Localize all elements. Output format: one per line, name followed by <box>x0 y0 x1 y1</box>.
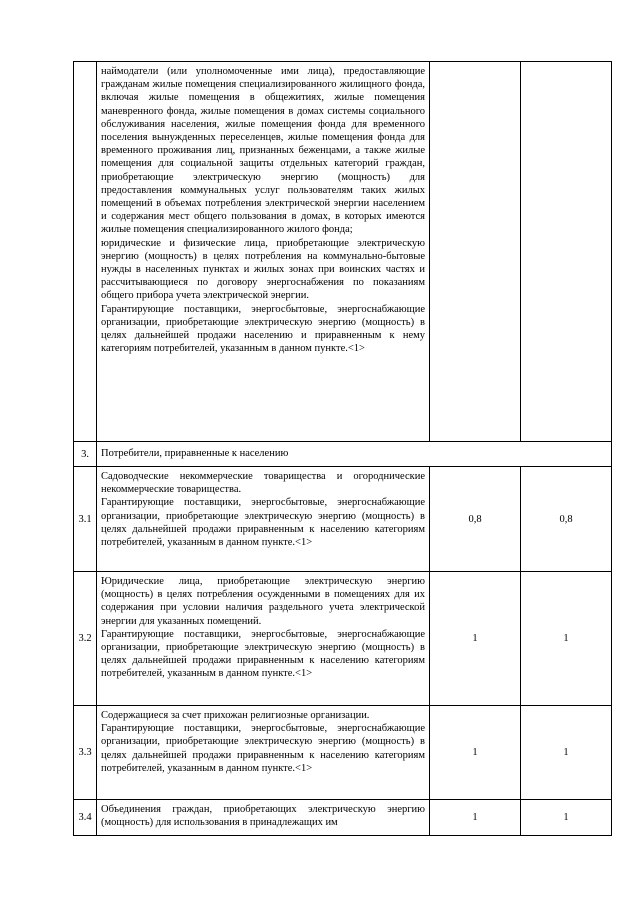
row-number: 3.3 <box>74 706 97 800</box>
value-cell-1: 1 <box>430 800 521 836</box>
value-cell-1: 1 <box>430 572 521 706</box>
row-description <box>97 467 430 572</box>
value-cell-1: 1 <box>430 706 521 800</box>
table-row-continuation <box>74 62 612 442</box>
value-cell-2: 1 <box>521 706 612 800</box>
description-paragraph: Гарантирующие поставщики, энергосбытовые, энергоснабжающие организации, приобретающие электрическую энергию (мощность) в целях дальнейшей продажи приравненным к населению категориям потребителей, указанным в данном пункте.<1> <box>101 723 425 774</box>
row-description <box>97 62 430 442</box>
row-number: 3.1 <box>74 467 97 572</box>
value-cell-2: 1 <box>521 800 612 836</box>
description-paragraph: Объединения граждан, приобретающих электрическую энергию (мощность) для использования в принадлежащих им <box>101 804 425 829</box>
value-cell-2 <box>521 62 612 442</box>
section-header-row <box>74 442 612 467</box>
row-description <box>97 800 430 836</box>
row-description <box>97 706 430 800</box>
value-cell-1: 0,8 <box>430 467 521 572</box>
description-paragraph: Содержащиеся за счет прихожан религиозные организации. <box>101 710 370 721</box>
description-paragraph: Гарантирующие поставщики, энергосбытовые, энергоснабжающие организации, приобретающие электрическую энергию (мощность) в целях дальнейшей продажи приравненным к населению категориям потребителей, указанным в данном пункте.<1> <box>101 628 425 680</box>
document-page <box>73 61 611 836</box>
row-number <box>74 62 97 442</box>
table-row <box>74 572 612 706</box>
tariff-coefficient-table <box>73 61 612 836</box>
description-paragraph: юридические и физические лица, приобретающие электрическую энергию (мощность) в целях потребления на коммунально-бытовые нужды в населенных пунктах и жилых зонах при воинских частях и рассчитывающиеся по договору энергоснабжения по показаниям общего прибора учета электрической энергии. <box>101 237 425 302</box>
row-number: 3.4 <box>74 800 97 836</box>
description-paragraph: Садоводческие некоммерческие товарищества и огороднические некоммерческие товарищества. <box>101 471 425 496</box>
row-description <box>97 572 430 706</box>
table-row <box>74 467 612 572</box>
value-cell-1 <box>430 62 521 442</box>
description-paragraph: Гарантирующие поставщики, энергосбытовые, энергоснабжающие организации, приобретающие электрическую энергию (мощность) в целях дальнейшей продажи приравненным к населению категориям потребителей, указанным в данном пункте.<1> <box>101 497 425 549</box>
value-cell-2: 1 <box>521 572 612 706</box>
description-paragraph: Гарантирующие поставщики, энергосбытовые, энергоснабжающие организации, приобретающие электрическую энергию (мощность) в целях дальнейшей продажи населению и приравненным к нему категориям потребителей, указанным в данном пункте.<1> <box>101 303 425 355</box>
section-title: Потребители, приравненные к населению <box>97 442 612 467</box>
table-row <box>74 800 612 836</box>
table-row <box>74 706 612 800</box>
description-paragraph: наймодатели (или уполномоченные ими лица), предоставляющие гражданам жилые помещения специализированного жилищного фонда, включая жилые помещения в общежитиях, жилые помещения маневренного фонда, жилые помещения в домах системы социального обслуживания населения, жилые помещения фонда для временного поселения вынужденных переселенцев, жилые помещения фонда для временного проживания лиц, признанных беженцами, а также жилые помещения для социальной защиты отдельных категорий граждан, приобретающие электрическую энергию (мощность) для предоставления коммунальных услуг пользователям таких жилых помещений в объемах потребления электрической энергии населением и содержания мест общего пользования в домах, в которых имеются жилые помещения специализированного жилого фонда; <box>101 66 425 236</box>
section-number: 3. <box>74 442 97 467</box>
row-number: 3.2 <box>74 572 97 706</box>
value-cell-2: 0,8 <box>521 467 612 572</box>
description-paragraph: Юридические лица, приобретающие электрическую энергию (мощность) в целях потребления осужденными в помещениях для их содержания при условии наличия раздельного учета электрической энергии для указанных помещений. <box>101 576 425 627</box>
